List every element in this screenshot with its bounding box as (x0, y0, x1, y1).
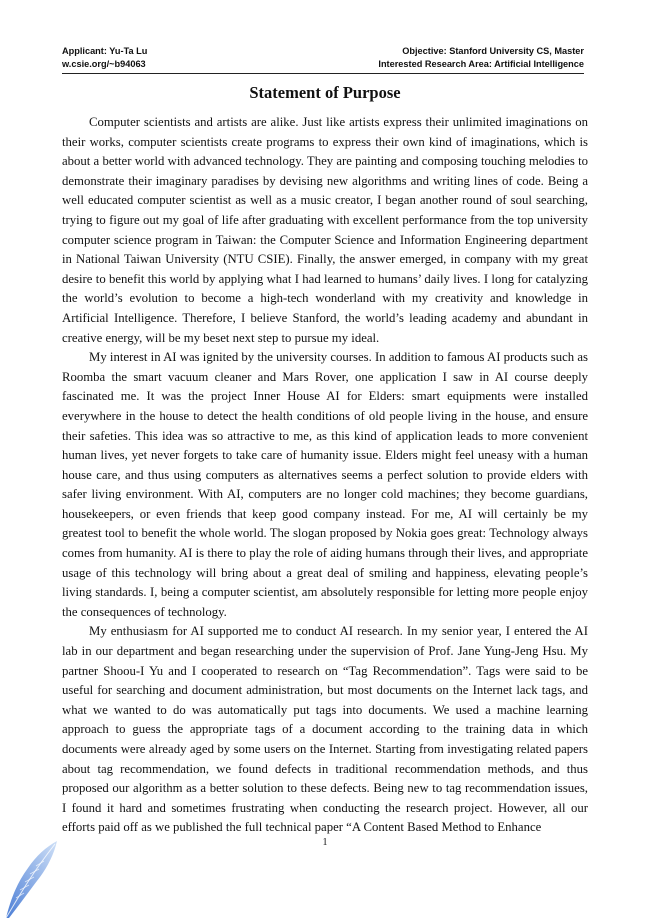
page-number: 1 (322, 837, 328, 848)
objective-line: Objective: Stanford University CS, Master (402, 46, 584, 56)
document-title: Statement of Purpose (249, 83, 401, 102)
research-area-line: Interested Research Area: Artificial Intelligence (378, 58, 584, 69)
applicant-website: w.csie.org/~b94063 (62, 58, 146, 69)
paragraph-ai-research: My enthusiasm for AI supported me to conduct AI research. In my senior year, I entered the AI lab in our department and began researching under the supervision of Prof. Jane Yung-Jeng Hsu. My partner Shoou-I Yu and I cooperated to research on “Tag Recommendation”. Tags were said to be useful for searching and document administration, but most documents on the Internet lack tags, and what we wanted to do was automatically put tags into documents. We used a machine learning approach to guess the appropriate tags of a document according to the training data in which documents were already aged by some users on the Internet. Starting from investigating related papers about tag recommendation, we found defects in traditional recommendation methods, and thus proposed our algorithm as a better solution to these defects. Being new to tag recommendation issues, I found it hard and sometimes frustrating when conducting the research project. However, all our efforts paid off as we published the full technical paper “A Content Based Method to Enhance (62, 624, 588, 835)
header-objective-block (378, 45, 584, 70)
feather-quill-icon (0, 832, 60, 919)
paragraph-intro: Computer scientists and artists are alike. Just like artists express their unlimited imaginations on their works, computer scientists create programs to express their own kind of imaginations, which is about a better world with advanced technology. They are painting and composing touching melodies to demonstrate their imaginary paradises by devising new algorithms and writing lines of code. Being a well educated computer scientist as well as a music creator, I began another round of soul searching, trying to figure out my goal of life after graduating with excellent performance from the top university computer science program in Taiwan: the Computer Science and Information Engineering department in National Taiwan University (NTU CSIE). Finally, the answer emerged, in company with my great desire to benefit this world by applying what I had learned to humans’ daily lives. I long for catalyzing the world’s evolution to become a high-tech wonderland with my creativity and knowledge in Artificial Intelligence. Therefore, I believe Stanford, the world’s leading academy and abundant in creative energy, will be my beset next step to pursue my ideal. (62, 115, 588, 345)
page-header (62, 45, 584, 74)
document-body (62, 113, 588, 838)
applicant-name: Applicant: Yu-Ta Lu (62, 46, 148, 56)
paragraph-ai-interest: My interest in AI was ignited by the university courses. In addition to famous AI products such as Roomba the smart vacuum cleaner and Mars Rover, one application I saw in AI course deeply fascinated me. It was the project Inner House AI for Elders: smart equipments were installed everywhere in the house to detect the health conditions of old people living in the house, and ensure their safeties. This idea was so attractive to me, as this kind of application leads to more convenient human lives, yet never forgets to take care of humanity issue. Elders might feel uneasy with a human house care, and thus using computers as alternatives seems a perfect solution to provide elders with safer living environment. With AI, computers are no longer cold machines; they become guardians, housekeepers, or even friends that keep good company instead. For me, AI will certainly be my greatest tool to benefit the whole world. The slogan proposed by Nokia goes great: Technology always comes from humanity. AI is there to play the role of aiding humans through their lives, and appropriate usage of this technology will bring about a great deal of smiling and happiness, elevating people’s living standards. I, being a computer scientist, am absolutely responsible for letting more people enjoy the consequences of technology. (62, 350, 588, 619)
header-applicant-block (62, 45, 147, 70)
